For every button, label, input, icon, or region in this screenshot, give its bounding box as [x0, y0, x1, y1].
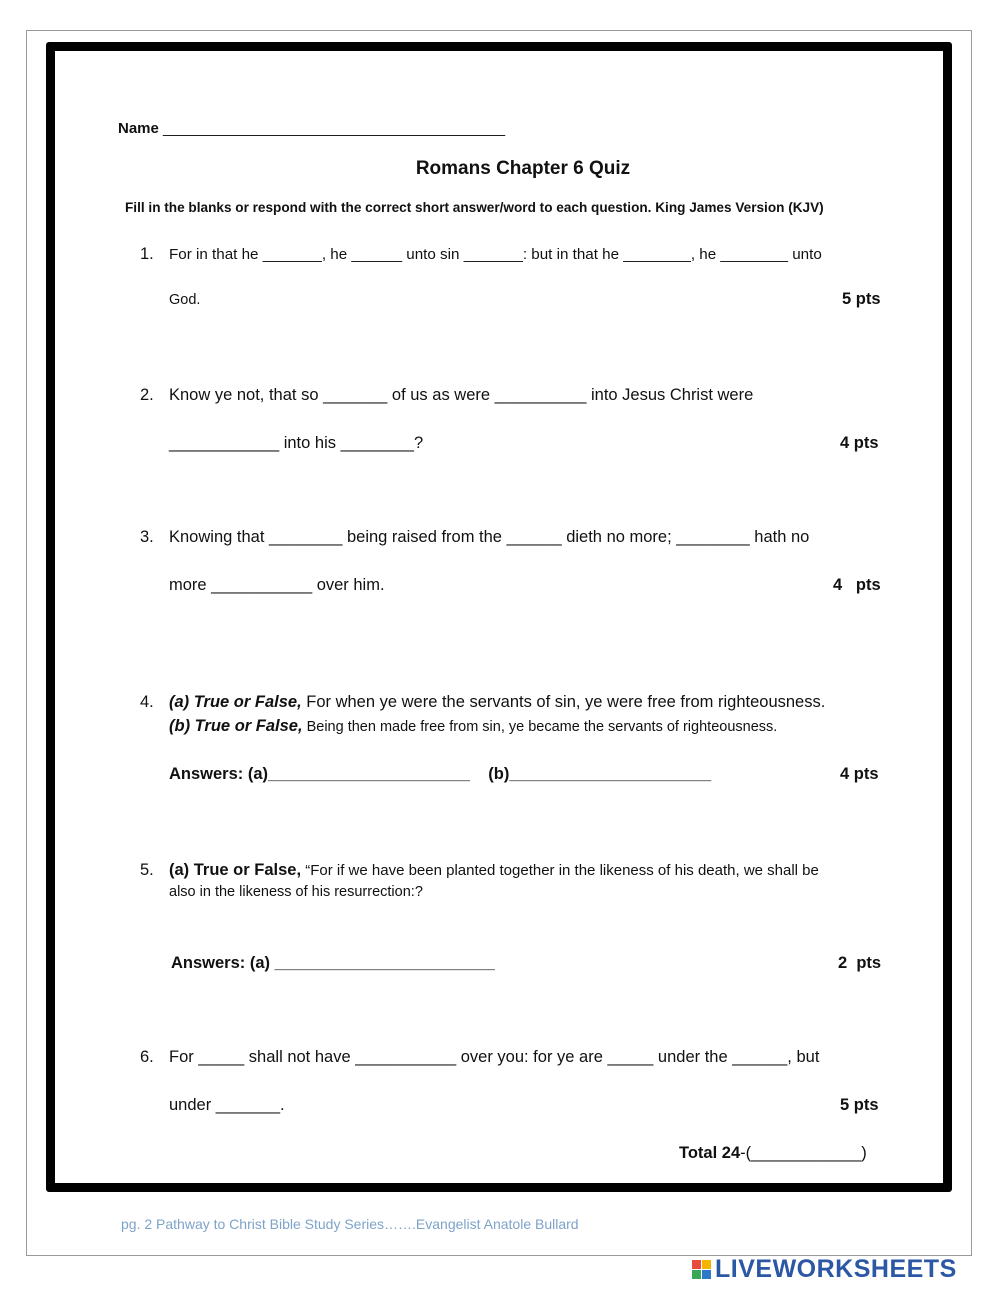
question-2-line-2[interactable]: ____________ into his ________?	[169, 434, 424, 452]
question-number: 3.	[140, 528, 154, 546]
page-title: Romans Chapter 6 Quiz	[415, 158, 631, 179]
question-1-points: 5 pts	[842, 290, 881, 308]
question-4b	[169, 717, 777, 736]
name-input-line[interactable]: _________________________________________	[163, 120, 506, 137]
question-6-points: 5 pts	[840, 1096, 879, 1114]
brand-name: LIVEWORKSHEETS	[715, 1254, 957, 1283]
question-4b-text: Being then made free from sin, ye became the servants of righteousness.	[302, 719, 778, 735]
name-field[interactable]	[118, 120, 505, 137]
liveworksheets-logo-icon	[692, 1260, 711, 1279]
question-6-line-2[interactable]: under _______.	[169, 1096, 285, 1114]
question-1-line-2: God.	[169, 292, 201, 308]
question-3-line-2[interactable]: more ___________ over him.	[169, 576, 385, 594]
question-5a-label: (a) True or False,	[169, 861, 302, 879]
question-6-line-1[interactable]: For _____ shall not have ___________ over you: for ye are _____ under the ______, but	[169, 1048, 820, 1066]
question-number: 4.	[140, 693, 154, 711]
question-number: 1.	[140, 245, 154, 263]
question-5a-text: “For if we have been planted together in the likeness of his death, we shall be	[301, 862, 819, 879]
instructions: Fill in the blanks or respond with the correct short answer/word to each question. King James Version (KJV)	[125, 200, 824, 215]
total-label: Total 24	[679, 1144, 741, 1162]
question-number: 2.	[140, 386, 154, 404]
question-4-points: 4 pts	[840, 765, 879, 783]
question-4b-label: (b) True or False,	[169, 717, 303, 735]
question-number: 6.	[140, 1048, 154, 1066]
question-4a-text: For when ye were the servants of sin, ye were free from righteousness.	[301, 693, 826, 711]
liveworksheets-brand[interactable]	[692, 1256, 957, 1282]
question-2-points: 4 pts	[840, 434, 879, 452]
question-2-line-1[interactable]: Know ye not, that so _______ of us as were __________ into Jesus Christ were	[169, 386, 754, 404]
question-5-line-2: also in the likeness of his resurrection:?	[169, 884, 423, 900]
question-1-line-1[interactable]: For in that he _______, he ______ unto sin _______: but in that he ________, he ________ unto	[169, 246, 822, 263]
total-blank[interactable]: -(____________)	[740, 1144, 867, 1162]
question-5a	[169, 861, 819, 880]
name-label: Name	[118, 120, 159, 137]
question-3-points: 4 pts	[833, 576, 881, 594]
total-score[interactable]	[679, 1144, 867, 1163]
question-4a-label: (a) True or False,	[169, 693, 302, 711]
question-4-answers[interactable]: Answers: (a)______________________ (b)______________________	[169, 765, 712, 783]
question-5-answers[interactable]: Answers: (a) ________________________	[171, 954, 495, 972]
page-footer: pg. 2 Pathway to Christ Bible Study Series…….Evangelist Anatole Bullard	[121, 1216, 579, 1232]
question-4a	[169, 693, 825, 712]
question-5-points: 2 pts	[838, 954, 882, 972]
question-3-line-1[interactable]: Knowing that ________ being raised from the ______ dieth no more; ________ hath no	[169, 528, 810, 546]
question-number: 5.	[140, 861, 154, 879]
